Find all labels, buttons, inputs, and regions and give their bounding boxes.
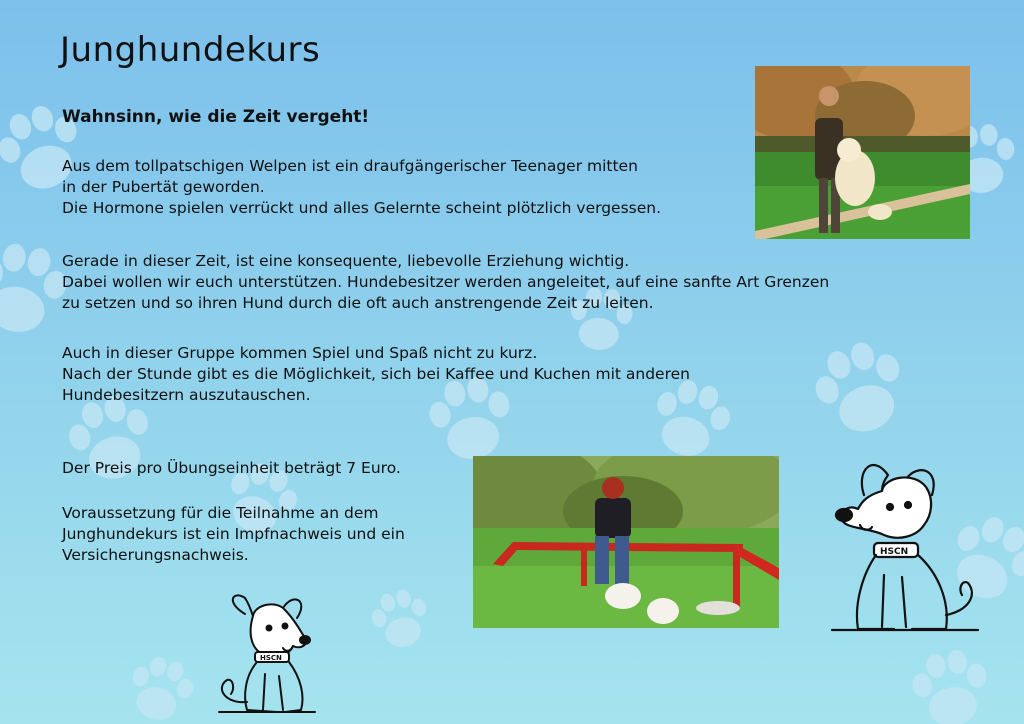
paragraph-education bbox=[62, 251, 829, 314]
text-line: Aus dem tollpatschigen Welpen ist ein draufgängerischer Teenager mitten bbox=[62, 157, 638, 175]
text-line: Voraussetzung für die Teilnahme an dem bbox=[62, 504, 379, 522]
subtitle: Wahnsinn, wie die Zeit vergeht! bbox=[62, 107, 370, 127]
text-line: Versicherungsnachweis. bbox=[62, 546, 249, 564]
collar-text-large: HSCN bbox=[880, 547, 909, 557]
paragraph-intro bbox=[62, 156, 661, 219]
paragraph-requirements bbox=[62, 503, 405, 566]
cartoon-dog-icon-large bbox=[828, 455, 988, 635]
page-title: Junghundekurs bbox=[60, 30, 321, 70]
text-line: Der Preis pro Übungseinheit beträgt 7 Euro. bbox=[62, 459, 401, 477]
paragraph-fun bbox=[62, 343, 690, 406]
cartoon-dog-icon-small bbox=[205, 584, 325, 718]
collar-text: HSCN bbox=[260, 654, 282, 662]
text-line: Hundebesitzern auszutauschen. bbox=[62, 386, 311, 404]
text-line: in der Pubertät geworden. bbox=[62, 178, 265, 196]
text-line: Die Hormone spielen verrückt und alles Gelernte scheint plötzlich vergessen. bbox=[62, 199, 662, 217]
text-line: Dabei wollen wir euch unterstützen. Hundebesitzer werden angeleitet, auf eine sanfte Art Grenzen bbox=[62, 273, 830, 291]
text-line: Gerade in dieser Zeit, ist eine konsequente, liebevolle Erziehung wichtig. bbox=[62, 252, 630, 270]
photo-trainer-with-retriever bbox=[755, 66, 970, 239]
text-line: Nach der Stunde gibt es die Möglichkeit, sich bei Kaffee und Kuchen mit anderen bbox=[62, 365, 690, 383]
text-line: Auch in dieser Gruppe kommen Spiel und Spaß nicht zu kurz. bbox=[62, 344, 538, 362]
photo-woman-with-westies bbox=[473, 456, 779, 628]
paragraph-price bbox=[62, 458, 401, 479]
text-line: zu setzen und so ihren Hund durch die oft auch anstrengende Zeit zu leiten. bbox=[62, 294, 654, 312]
text-line: Junghundekurs ist ein Impfnachweis und ein bbox=[62, 525, 405, 543]
